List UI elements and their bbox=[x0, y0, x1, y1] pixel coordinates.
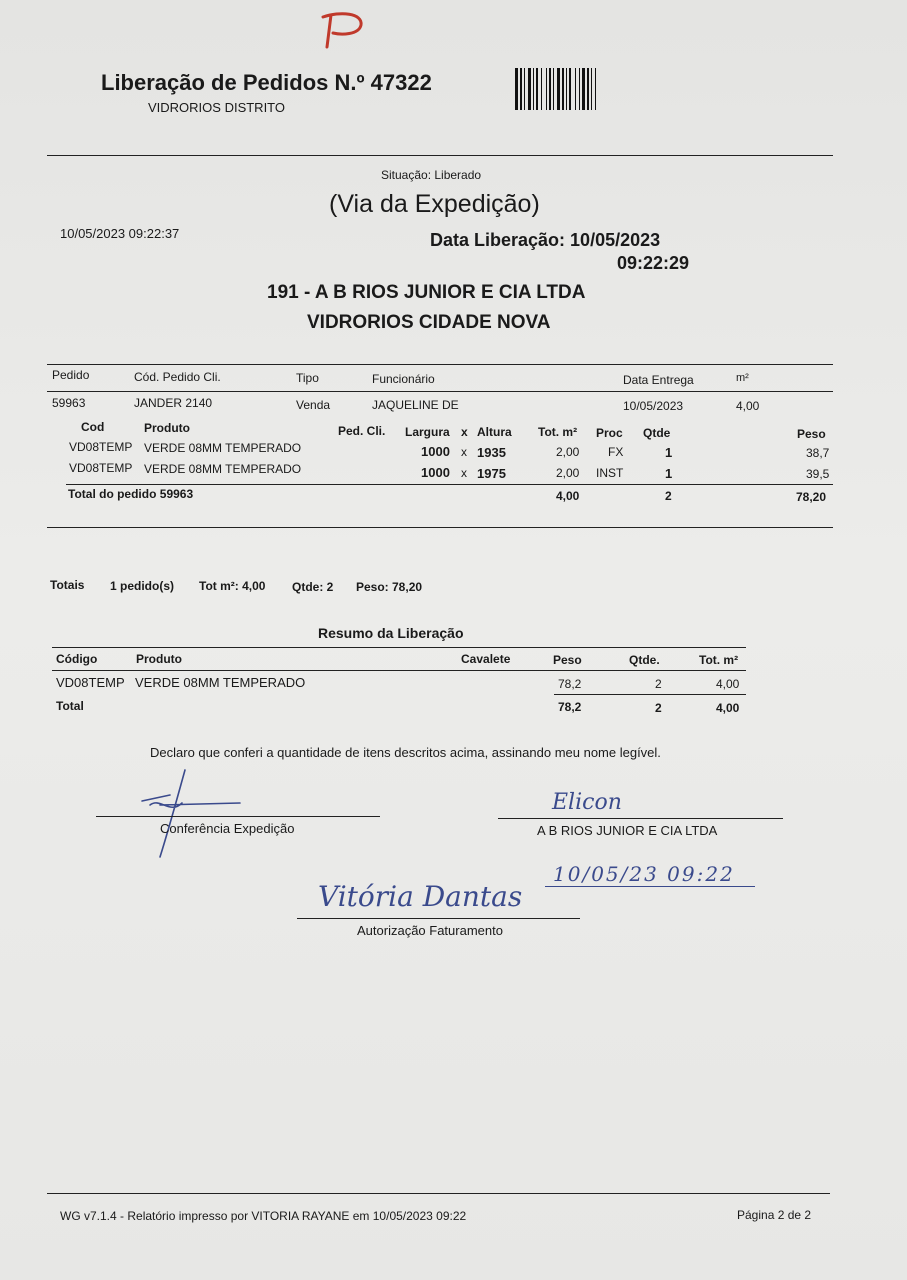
resumo-header-line bbox=[52, 670, 746, 671]
item-2-peso: 39,5 bbox=[806, 467, 830, 481]
item-2-x: x bbox=[461, 466, 467, 480]
order-total-label: Total do pedido 59963 bbox=[68, 487, 194, 501]
item-2-largura: 1000 bbox=[421, 465, 450, 480]
resumo-col-peso: Peso bbox=[553, 653, 582, 667]
client-store: VIDRORIOS CIDADE NOVA bbox=[307, 312, 551, 333]
item-col-proc: Proc bbox=[596, 426, 623, 440]
handwritten-datetime: 10/05/23 09:22 bbox=[553, 862, 735, 886]
situacao-label: Situação: Liberado bbox=[381, 168, 482, 182]
item-2-qtde: 1 bbox=[665, 466, 673, 481]
declaration-text: Declaro que conferi a quantidade de itens descritos acima, assinando meu nome legível. bbox=[150, 745, 661, 760]
col-m2: m² bbox=[736, 372, 749, 384]
item-col-altura: Altura bbox=[477, 425, 512, 439]
resumo-row-codigo: VD08TEMP bbox=[56, 675, 125, 690]
order-tipo: Venda bbox=[296, 398, 331, 412]
item-1-x: x bbox=[461, 445, 467, 459]
item-1-proc: FX bbox=[608, 445, 624, 459]
handwritten-p-mark bbox=[305, 5, 375, 55]
order-total-peso: 78,20 bbox=[796, 490, 827, 504]
handwritten-datetime-underline bbox=[545, 886, 755, 887]
item-col-cod: Cod bbox=[81, 420, 105, 434]
item-col-ped-cli: Ped. Cli. bbox=[338, 424, 386, 438]
resumo-row-line bbox=[554, 694, 746, 695]
item-1-tot-m2: 2,00 bbox=[556, 445, 580, 459]
item-1-altura: 1935 bbox=[477, 445, 506, 460]
item-1-largura: 1000 bbox=[421, 444, 450, 459]
item-2-proc: INST bbox=[596, 466, 624, 480]
resumo-total-label: Total bbox=[56, 699, 84, 713]
data-liberacao-time: 09:22:29 bbox=[617, 253, 690, 273]
resumo-col-tot-m2: Tot. m² bbox=[699, 653, 739, 667]
order-total-m2: 4,00 bbox=[556, 489, 580, 503]
order-header-line bbox=[47, 391, 833, 392]
item-1-produto: VERDE 08MM TEMPERADO bbox=[144, 441, 302, 455]
item-2-altura: 1975 bbox=[477, 466, 506, 481]
resumo-row-qtde: 2 bbox=[655, 677, 662, 691]
via-label: (Via da Expedição) bbox=[329, 190, 540, 218]
resumo-total-tot-m2: 4,00 bbox=[716, 701, 740, 715]
client-name: 191 - A B RIOS JUNIOR E CIA LTDA bbox=[267, 282, 586, 303]
totais-peso: Peso: 78,20 bbox=[356, 580, 423, 594]
resumo-col-codigo: Código bbox=[56, 652, 98, 666]
document-subtitle: VIDRORIOS DISTRITO bbox=[148, 100, 285, 115]
footer-left: WG v7.1.4 - Relatório impresso por VITORIA RAYANE em 10/05/2023 09:22 bbox=[60, 1209, 467, 1223]
resumo-title: Resumo da Liberação bbox=[318, 625, 464, 641]
header-divider bbox=[47, 155, 833, 156]
document-title: Liberação de Pedidos N.º 47322 bbox=[101, 70, 432, 95]
totais-label: Totais bbox=[50, 578, 85, 592]
col-data-entrega: Data Entrega bbox=[623, 373, 694, 387]
item-col-largura: Largura bbox=[405, 425, 450, 439]
totais-qtde: Qtde: 2 bbox=[292, 580, 334, 594]
col-pedido: Pedido bbox=[52, 368, 90, 382]
totais-tot-m2: Tot m²: 4,00 bbox=[199, 579, 266, 593]
cliente-label: A B RIOS JUNIOR E CIA LTDA bbox=[537, 823, 718, 838]
item-1-qtde: 1 bbox=[665, 445, 673, 460]
resumo-total-qtde: 2 bbox=[655, 701, 662, 715]
resumo-row-tot-m2: 4,00 bbox=[716, 677, 740, 691]
autorizacao-label: Autorização Faturamento bbox=[357, 923, 503, 938]
order-m2: 4,00 bbox=[736, 399, 760, 413]
item-2-produto: VERDE 08MM TEMPERADO bbox=[144, 462, 302, 476]
resumo-row-produto: VERDE 08MM TEMPERADO bbox=[135, 675, 306, 690]
footer-page-number: Página 2 de 2 bbox=[737, 1208, 812, 1222]
order-total-line bbox=[66, 484, 833, 485]
col-cod-pedido-cli: Cód. Pedido Cli. bbox=[134, 370, 221, 384]
cliente-handwritten-signature: Elicon bbox=[552, 790, 622, 815]
item-col-peso: Peso bbox=[797, 427, 826, 441]
col-funcionario: Funcionário bbox=[372, 372, 435, 386]
autorizacao-signature-line bbox=[297, 918, 580, 919]
item-1-cod: VD08TEMP bbox=[69, 440, 133, 454]
item-col-produto: Produto bbox=[144, 421, 190, 435]
resumo-top-line bbox=[52, 647, 746, 648]
totais-pedidos: 1 pedido(s) bbox=[110, 579, 175, 593]
order-data-entrega: 10/05/2023 bbox=[623, 399, 684, 413]
item-1-peso: 38,7 bbox=[806, 446, 830, 460]
barcode-graphic bbox=[515, 68, 655, 110]
resumo-col-produto: Produto bbox=[136, 652, 182, 666]
order-table-top-line bbox=[47, 364, 833, 365]
cliente-signature-line bbox=[498, 818, 783, 819]
resumo-row-peso: 78,2 bbox=[558, 677, 582, 691]
item-col-x: x bbox=[461, 425, 468, 439]
item-2-tot-m2: 2,00 bbox=[556, 466, 580, 480]
conferencia-signature-line bbox=[96, 816, 380, 817]
data-liberacao: Data Liberação: 10/05/2023 bbox=[430, 230, 661, 250]
item-col-tot-m2: Tot. m² bbox=[538, 425, 578, 439]
order-funcionario: JAQUELINE DE bbox=[372, 398, 459, 412]
order-total-qtde: 2 bbox=[665, 489, 672, 503]
order-cod-pedido-cli: JANDER 2140 bbox=[134, 396, 213, 410]
col-tipo: Tipo bbox=[296, 371, 319, 385]
conferencia-label: Conferência Expedição bbox=[160, 821, 295, 836]
autorizacao-handwritten-signature: Vitória Dantas bbox=[318, 880, 523, 913]
resumo-col-cavalete: Cavalete bbox=[461, 652, 511, 666]
order-pedido: 59963 bbox=[52, 396, 86, 410]
resumo-col-qtde: Qtde. bbox=[629, 653, 660, 667]
item-col-qtde: Qtde bbox=[643, 426, 671, 440]
resumo-total-peso: 78,2 bbox=[558, 700, 582, 714]
print-datetime: 10/05/2023 09:22:37 bbox=[60, 226, 180, 241]
order-table-bottom-line bbox=[47, 527, 833, 528]
footer-divider bbox=[47, 1193, 830, 1194]
item-2-cod: VD08TEMP bbox=[69, 461, 133, 475]
